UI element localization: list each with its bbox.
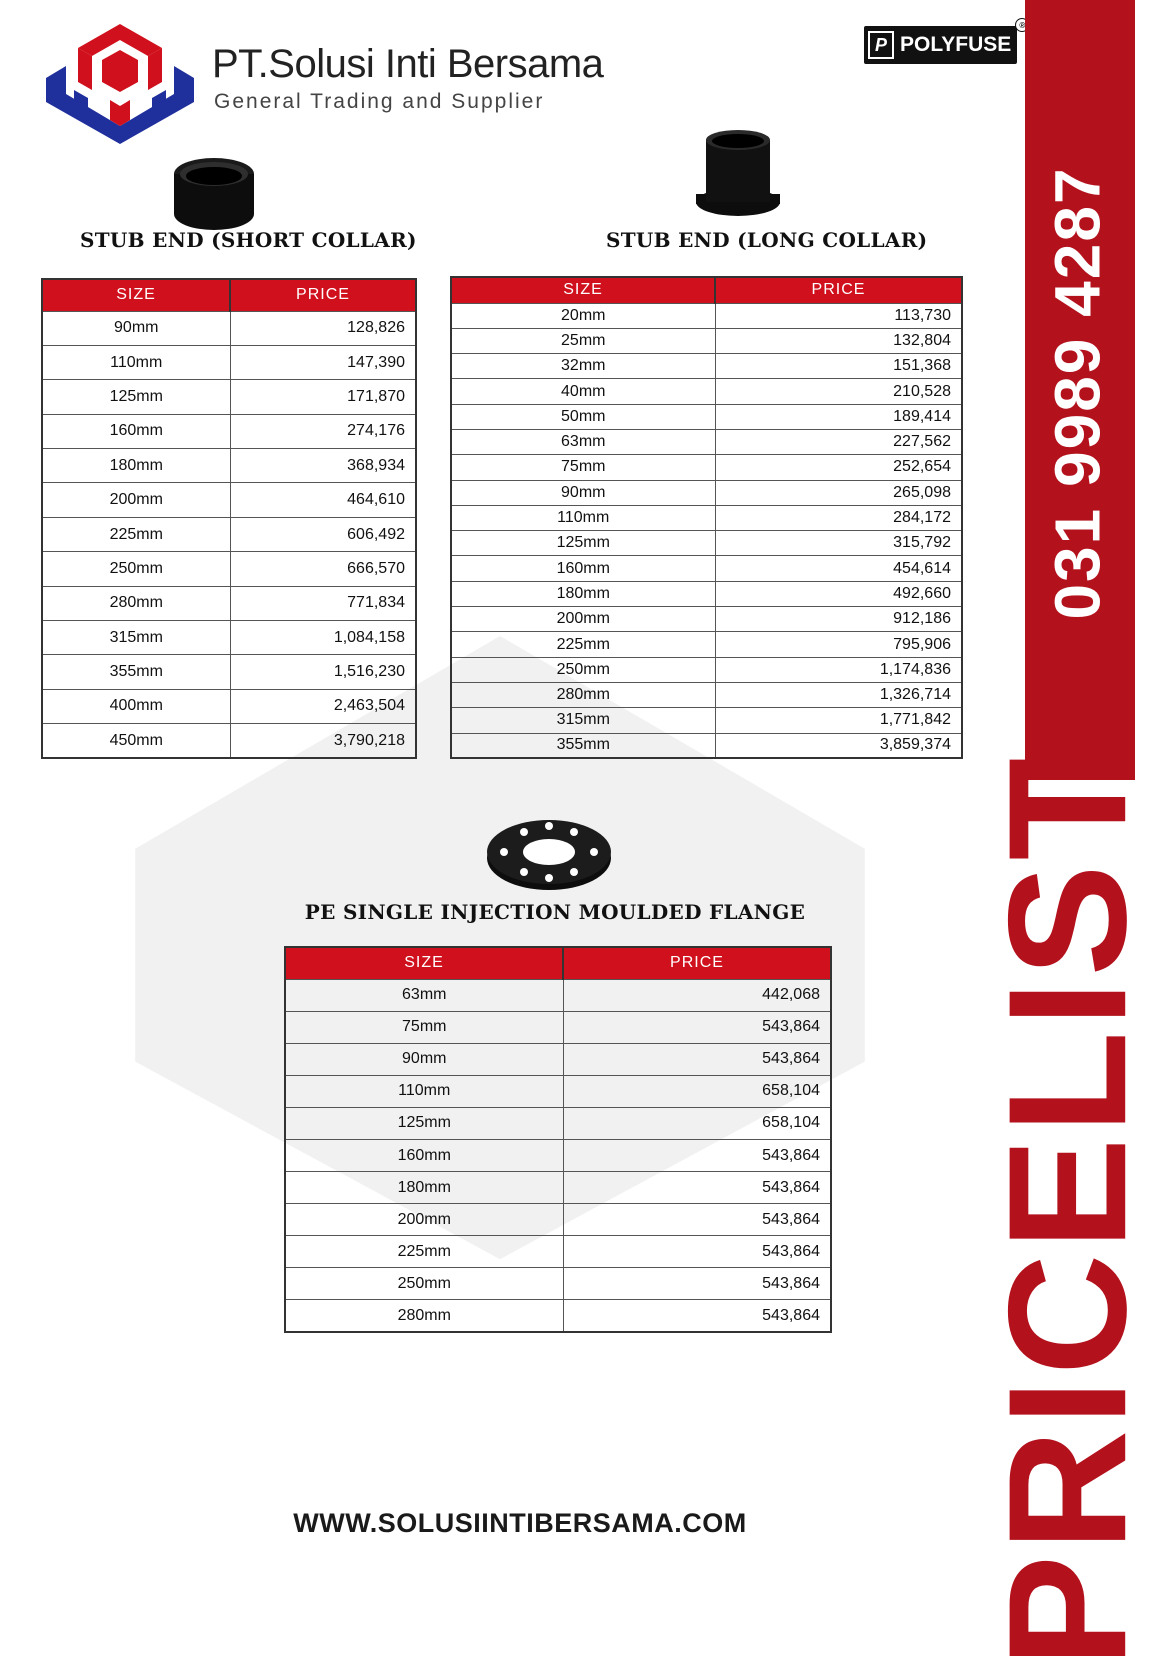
- price-cell: 543,864: [563, 1204, 831, 1236]
- price-cell: 658,104: [563, 1075, 831, 1107]
- long-collar-title: STUB END (LONG COLLAR): [606, 228, 928, 252]
- table-row: [285, 1236, 831, 1268]
- company-logo-icon: [44, 20, 196, 148]
- table-row: [451, 303, 962, 328]
- price-cell: 227,562: [715, 429, 962, 454]
- table-row: [285, 1268, 831, 1300]
- table-row: [451, 328, 962, 353]
- size-cell: 75mm: [451, 455, 715, 480]
- pricelist-text: PRICELIST: [973, 753, 1161, 1667]
- table-row: [42, 552, 416, 586]
- price-cell: 543,864: [563, 1172, 831, 1204]
- table-row: [42, 621, 416, 655]
- table-row: [451, 657, 962, 682]
- price-cell: 454,614: [715, 556, 962, 581]
- price-column-header: PRICE: [563, 947, 831, 979]
- size-cell: 400mm: [42, 689, 230, 723]
- size-cell: 160mm: [285, 1139, 563, 1171]
- price-cell: 3,859,374: [715, 733, 962, 758]
- price-cell: 132,804: [715, 328, 962, 353]
- size-cell: 250mm: [42, 552, 230, 586]
- price-cell: 912,186: [715, 607, 962, 632]
- price-cell: 274,176: [230, 414, 416, 448]
- table-row: [42, 724, 416, 758]
- table-row: [285, 1107, 831, 1139]
- size-cell: 63mm: [451, 429, 715, 454]
- table-header-row: [42, 279, 416, 311]
- table-row: [451, 429, 962, 454]
- long-collar-price-table: [450, 276, 963, 759]
- price-cell: 315,792: [715, 531, 962, 556]
- size-cell: 355mm: [451, 733, 715, 758]
- table-header-row: [451, 277, 962, 303]
- size-cell: 315mm: [451, 708, 715, 733]
- price-cell: 666,570: [230, 552, 416, 586]
- size-cell: 250mm: [285, 1268, 563, 1300]
- price-cell: 265,098: [715, 480, 962, 505]
- size-cell: 90mm: [42, 311, 230, 345]
- price-cell: 543,864: [563, 1236, 831, 1268]
- table-row: [451, 379, 962, 404]
- size-cell: 20mm: [451, 303, 715, 328]
- price-cell: 442,068: [563, 979, 831, 1011]
- price-cell: 543,864: [563, 1139, 831, 1171]
- table-row: [285, 1139, 831, 1171]
- price-cell: 543,864: [563, 1043, 831, 1075]
- table-row: [451, 682, 962, 707]
- price-column-header: PRICE: [715, 277, 962, 303]
- short-collar-price-table: [41, 278, 417, 759]
- price-cell: 113,730: [715, 303, 962, 328]
- size-cell: 125mm: [42, 380, 230, 414]
- price-cell: 606,492: [230, 517, 416, 551]
- size-cell: 180mm: [451, 581, 715, 606]
- table-row: [451, 632, 962, 657]
- size-cell: 32mm: [451, 354, 715, 379]
- table-row: [42, 689, 416, 723]
- phone-number-text: 031 9989 4287: [1042, 166, 1114, 620]
- brand-mark-icon: P: [868, 31, 894, 59]
- stub-end-long-collar-image: [694, 128, 782, 224]
- table-row: [42, 380, 416, 414]
- table-row: [451, 455, 962, 480]
- price-cell: 492,660: [715, 581, 962, 606]
- price-cell: 3,790,218: [230, 724, 416, 758]
- size-cell: 90mm: [285, 1043, 563, 1075]
- brand-logo-text: POLYFUSE: [900, 33, 1012, 56]
- size-cell: 125mm: [285, 1107, 563, 1139]
- price-cell: 1,084,158: [230, 621, 416, 655]
- price-cell: 128,826: [230, 311, 416, 345]
- price-cell: 464,610: [230, 483, 416, 517]
- flange-title: PE SINGLE INJECTION MOULDED FLANGE: [304, 900, 806, 924]
- table-row: [285, 1172, 831, 1204]
- size-cell: 200mm: [42, 483, 230, 517]
- size-cell: 160mm: [451, 556, 715, 581]
- size-cell: 315mm: [42, 621, 230, 655]
- size-cell: 355mm: [42, 655, 230, 689]
- table-row: [42, 517, 416, 551]
- table-header-row: [285, 947, 831, 979]
- price-cell: 1,516,230: [230, 655, 416, 689]
- price-cell: 771,834: [230, 586, 416, 620]
- stub-end-short-collar-image: [160, 154, 264, 238]
- size-cell: 250mm: [451, 657, 715, 682]
- price-cell: 1,326,714: [715, 682, 962, 707]
- size-cell: 180mm: [285, 1172, 563, 1204]
- table-row: [451, 733, 962, 758]
- table-row: [285, 1300, 831, 1332]
- price-cell: 543,864: [563, 1011, 831, 1043]
- size-cell: 75mm: [285, 1011, 563, 1043]
- table-row: [451, 531, 962, 556]
- polyfuse-brand-logo: [864, 20, 1026, 64]
- table-row: [451, 505, 962, 530]
- size-cell: 225mm: [451, 632, 715, 657]
- table-row: [451, 581, 962, 606]
- size-cell: 90mm: [451, 480, 715, 505]
- registered-mark: ®: [1015, 18, 1029, 32]
- price-cell: 795,906: [715, 632, 962, 657]
- price-cell: 543,864: [563, 1300, 831, 1332]
- price-cell: 210,528: [715, 379, 962, 404]
- price-cell: 147,390: [230, 345, 416, 379]
- table-row: [451, 607, 962, 632]
- pricelist-banner: [973, 753, 1161, 1667]
- table-row: [451, 480, 962, 505]
- size-cell: 200mm: [451, 607, 715, 632]
- table-row: [285, 979, 831, 1011]
- size-cell: 280mm: [451, 682, 715, 707]
- table-row: [42, 655, 416, 689]
- website-url: WWW.SOLUSIINTIBERSAMA.COM: [293, 1508, 747, 1538]
- size-cell: 110mm: [451, 505, 715, 530]
- table-row: [451, 354, 962, 379]
- size-cell: 225mm: [285, 1236, 563, 1268]
- table-row: [42, 345, 416, 379]
- table-row: [285, 1075, 831, 1107]
- size-cell: 225mm: [42, 517, 230, 551]
- flange-price-table: [284, 946, 832, 1333]
- size-cell: 125mm: [451, 531, 715, 556]
- size-cell: 63mm: [285, 979, 563, 1011]
- flange-image: [484, 816, 614, 892]
- price-cell: 284,172: [715, 505, 962, 530]
- table-row: [285, 1011, 831, 1043]
- price-cell: 368,934: [230, 449, 416, 483]
- price-cell: 1,771,842: [715, 708, 962, 733]
- size-cell: 160mm: [42, 414, 230, 448]
- size-cell: 25mm: [451, 328, 715, 353]
- price-cell: 151,368: [715, 354, 962, 379]
- size-column-header: SIZE: [285, 947, 563, 979]
- table-row: [42, 586, 416, 620]
- size-cell: 280mm: [42, 586, 230, 620]
- table-row: [451, 556, 962, 581]
- table-row: [285, 1043, 831, 1075]
- table-row: [285, 1204, 831, 1236]
- short-collar-title: STUB END (SHORT COLLAR): [80, 228, 417, 252]
- price-cell: 2,463,504: [230, 689, 416, 723]
- price-cell: 1,174,836: [715, 657, 962, 682]
- size-cell: 110mm: [285, 1075, 563, 1107]
- table-row: [451, 404, 962, 429]
- company-tagline: General Trading and Supplier: [214, 90, 545, 113]
- size-cell: 40mm: [451, 379, 715, 404]
- price-cell: 543,864: [563, 1268, 831, 1300]
- price-column-header: PRICE: [230, 279, 416, 311]
- size-column-header: SIZE: [451, 277, 715, 303]
- size-cell: 180mm: [42, 449, 230, 483]
- price-cell: 252,654: [715, 455, 962, 480]
- table-row: [451, 708, 962, 733]
- price-cell: 189,414: [715, 404, 962, 429]
- price-cell: 658,104: [563, 1107, 831, 1139]
- size-cell: 280mm: [285, 1300, 563, 1332]
- size-column-header: SIZE: [42, 279, 230, 311]
- table-row: [42, 311, 416, 345]
- phone-number: [1038, 148, 1118, 638]
- table-row: [42, 414, 416, 448]
- table-row: [42, 449, 416, 483]
- size-cell: 50mm: [451, 404, 715, 429]
- price-cell: 171,870: [230, 380, 416, 414]
- table-row: [42, 483, 416, 517]
- size-cell: 450mm: [42, 724, 230, 758]
- company-name: PT.Solusi Inti Bersama: [212, 42, 604, 86]
- size-cell: 110mm: [42, 345, 230, 379]
- size-cell: 200mm: [285, 1204, 563, 1236]
